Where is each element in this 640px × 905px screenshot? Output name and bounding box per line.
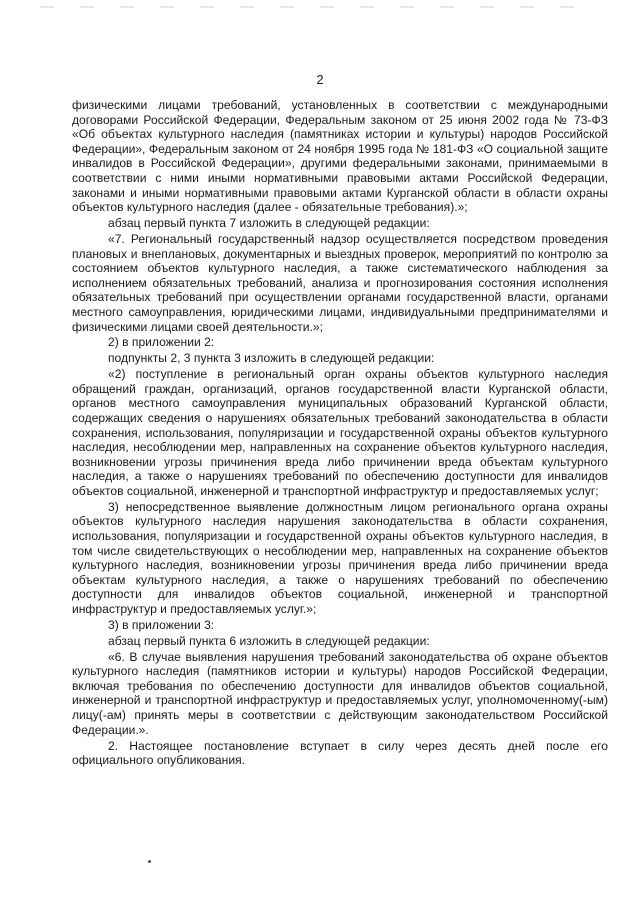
paragraph-appendix-2: 2) в приложении 2:: [108, 335, 215, 350]
scan-dot: [148, 860, 151, 863]
document-body: [72, 98, 608, 768]
paragraph-point-6-intro: абзац первый пункта 6 изложить в следующей редакции:: [108, 633, 430, 648]
paragraph-subpoint-3: 3) непосредственное выявление должностным лицом регионального органа охраны объектов культурного наследия нарушения законодательства в области сохранения, использования, популяризации и государственной охраны объектов культурного наследия, в том числе свидетельствующих о несоблюдении мер, направленных на сохранение объектов культурного наследия, возникновении угрозы причинения вреда либо причинении вреда объектам культурного наследия, а также о нарушениях требований по обеспечению доступности для инвалидов объектов социальной, инженерной и транспортной инфраструктур и предоставляемых услуг.»;: [72, 499, 608, 616]
paragraph-subpoints-intro: подпункты 2, 3 пункта 3 изложить в следующей редакции:: [108, 351, 435, 366]
paragraph-amendment-point-7-intro: абзац первый пункта 7 изложить в следующей редакции:: [108, 216, 430, 231]
paragraph-subpoint-2: «2) поступление в региональный орган охраны объектов культурного наследия обращений граждан, организаций, органов государственной власти Курганской области, органов местного самоуправления муниципальных образований Курганской области, содержащих сведения о нарушениях обязательных требований законодательства в области сохранения, использования, популяризации и государственной охраны объектов культурного наследия, несоблюдении мер, направленных на сохранение объектов культурного наследия, возникновении угрозы причинения вреда либо причинении вреда объектам культурного наследия, а также о нарушениях требований по обеспечению доступности для инвалидов объектов социальной, инженерной и транспортной инфраструктур и предоставляемых услуг;: [72, 367, 608, 498]
scan-artifact: [40, 6, 600, 8]
page-number: 2: [316, 72, 324, 87]
paragraph-appendix-3: 3) в приложении 3:: [108, 617, 215, 632]
paragraph-point-7-text: «7. Региональный государственный надзор осуществляется посредством проведения плановых и внеплановых, документарных и выездных проверок, мероприятий по контролю за состоянием объектов культурного наследия, а также систематического наблюдения за исполнением обязательных требований, анализа и прогнозирования состояния исполнения обязательных требований при осуществлении органами государственной власти, органами местного самоуправления, юридическими лицами, индивидуальными предпринимателями и физическими лицами своей деятельности.»;: [72, 231, 608, 334]
paragraph-effective-date: 2. Настоящее постановление вступает в силу через десять дней после его официального опубликования.: [72, 738, 608, 768]
paragraph-continuation: физическими лицами требований, установленных в соответствии с международными договорами Российской Федерации, Федеральным законом от 25 июня 2002 года № 73-ФЗ «Об объектах культурного наследия (памятниках истории и культуры) народов Российской Федерации», Федеральным законом от 24 ноября 1995 года № 181-ФЗ «О социальной защите инвалидов в Российской Федерации», другими федеральными законами, принимаемыми в соответствии с ними иными нормативными правовыми актами Российской Федерации, законами и иными нормативными правовыми актами Курганской области в области охраны объектов культурного наследия (далее - обязательные требования).»;: [72, 98, 608, 215]
paragraph-point-6-text: «6. В случае выявления нарушения требований законодательства об охране объектов культурного наследия (памятников истории и культуры) народов Российской Федерации, включая требования по обеспечению доступности для инвалидов объектов социальной, инженерной и транспортной инфраструктур и предоставляемых услуг, уполномоченному(-ым) лицу(-ам) принять меры в соответствии с действующим законодательством Российской Федерации.».: [72, 649, 608, 737]
